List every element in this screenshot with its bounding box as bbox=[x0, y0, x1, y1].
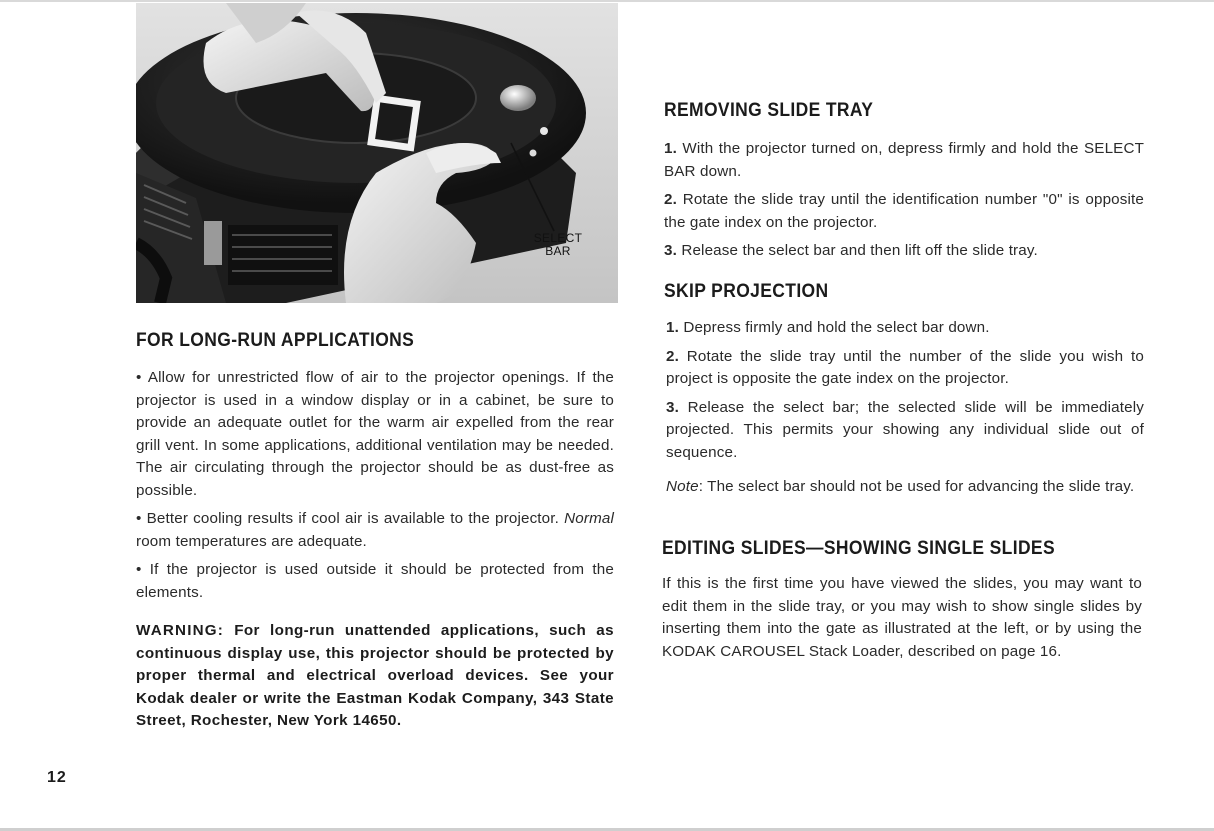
skip-heading: SKIP PROJECTION bbox=[664, 281, 829, 302]
select-bar-callout bbox=[526, 232, 590, 258]
skip-steps bbox=[666, 317, 1144, 499]
bullet-2-rest: room temperatures are adequate. bbox=[136, 532, 367, 550]
callout-line-1: SELECT bbox=[533, 231, 583, 245]
bullet-2-text: Better cooling results if cool air is available to the projector. bbox=[146, 510, 560, 527]
long-run-heading: FOR LONG-RUN APPLICATIONS bbox=[136, 330, 415, 351]
step-number: 1. bbox=[664, 140, 677, 157]
note-text: : The select bar should not be used for advancing the slide tray. bbox=[698, 478, 1135, 495]
step-text: Depress firmly and hold the select bar down. bbox=[678, 319, 990, 336]
warning-label: WARNING: bbox=[136, 622, 225, 639]
callout-line-2: BAR bbox=[545, 244, 571, 258]
step-number: 1. bbox=[666, 319, 679, 336]
long-run-section bbox=[136, 367, 614, 733]
step-number: 2. bbox=[664, 191, 677, 208]
step-text: Release the select bar; the selected slide will be immediately projected. This permits your showing any individual slide out of sequence. bbox=[666, 398, 1144, 461]
note-label: Note bbox=[666, 478, 699, 495]
step-text: With the projector turned on, depress firmly and hold the SELECT BAR down. bbox=[664, 140, 1144, 180]
step-number: 3. bbox=[666, 398, 679, 416]
bullet-3 bbox=[136, 559, 614, 604]
bullet-1-text: Allow for unrestricted flow of air to the projector openings. If the projector is used in a window display or in a cabinet, be sure to provide an adequate outlet for the warm air expelled from the rear grill vent. In some applications, additional ventilation may be needed. The air circulating through the projector should be as dust-free as possible. bbox=[136, 369, 615, 499]
editing-section bbox=[662, 573, 1142, 663]
bullet-3-text: If the projector is used outside it should be protected from the elements. bbox=[136, 561, 614, 601]
removing-step-2 bbox=[664, 189, 1144, 234]
bullet-mark: • bbox=[136, 510, 142, 527]
warning-paragraph bbox=[136, 620, 614, 733]
skip-step-2 bbox=[666, 346, 1144, 391]
step-text: Release the select bar and then lift off the slide tray. bbox=[676, 242, 1038, 259]
removing-heading: REMOVING SLIDE TRAY bbox=[664, 100, 874, 121]
page-number: 12 bbox=[47, 769, 67, 786]
projector-photo bbox=[136, 3, 618, 303]
bullet-2-emphasis: Normal bbox=[564, 510, 615, 527]
top-rule bbox=[0, 0, 1214, 2]
skip-note bbox=[666, 476, 1144, 499]
skip-step-1 bbox=[666, 317, 1144, 340]
step-number: 3. bbox=[664, 242, 677, 259]
removing-step-3 bbox=[664, 240, 1144, 263]
removing-step-1 bbox=[664, 138, 1144, 183]
editing-heading: EDITING SLIDES—SHOWING SINGLE SLIDES bbox=[662, 538, 1055, 559]
step-text: Rotate the slide tray until the identification number "0" is opposite the gate index on the projector. bbox=[664, 191, 1144, 231]
step-number: 2. bbox=[666, 347, 679, 365]
skip-step-3 bbox=[666, 397, 1144, 465]
bullet-mark: • bbox=[136, 369, 142, 386]
bullet-mark: • bbox=[136, 561, 142, 578]
bullet-1 bbox=[136, 367, 614, 502]
editing-paragraph: If this is the first time you have viewed the slides, you may want to edit them in the slide tray, or you may wish to show single slides by inserting them into the gate as illustrated at the left, or by using the KODAK CAROUSEL Stack Loader, described on page 16. bbox=[662, 575, 1142, 660]
step-text: Rotate the slide tray until the number of the slide you wish to project is opposite the gate index on the projector. bbox=[666, 347, 1144, 387]
removing-steps bbox=[664, 138, 1144, 263]
bullet-2 bbox=[136, 508, 614, 553]
warning-text: For long-run unattended applications, such as continuous display use, this projector should be protected by proper thermal and electrical overload devices. See your Kodak dealer or write the Eastman Kodak Company, 343 State Street, Rochester, New York 14650. bbox=[136, 622, 614, 729]
